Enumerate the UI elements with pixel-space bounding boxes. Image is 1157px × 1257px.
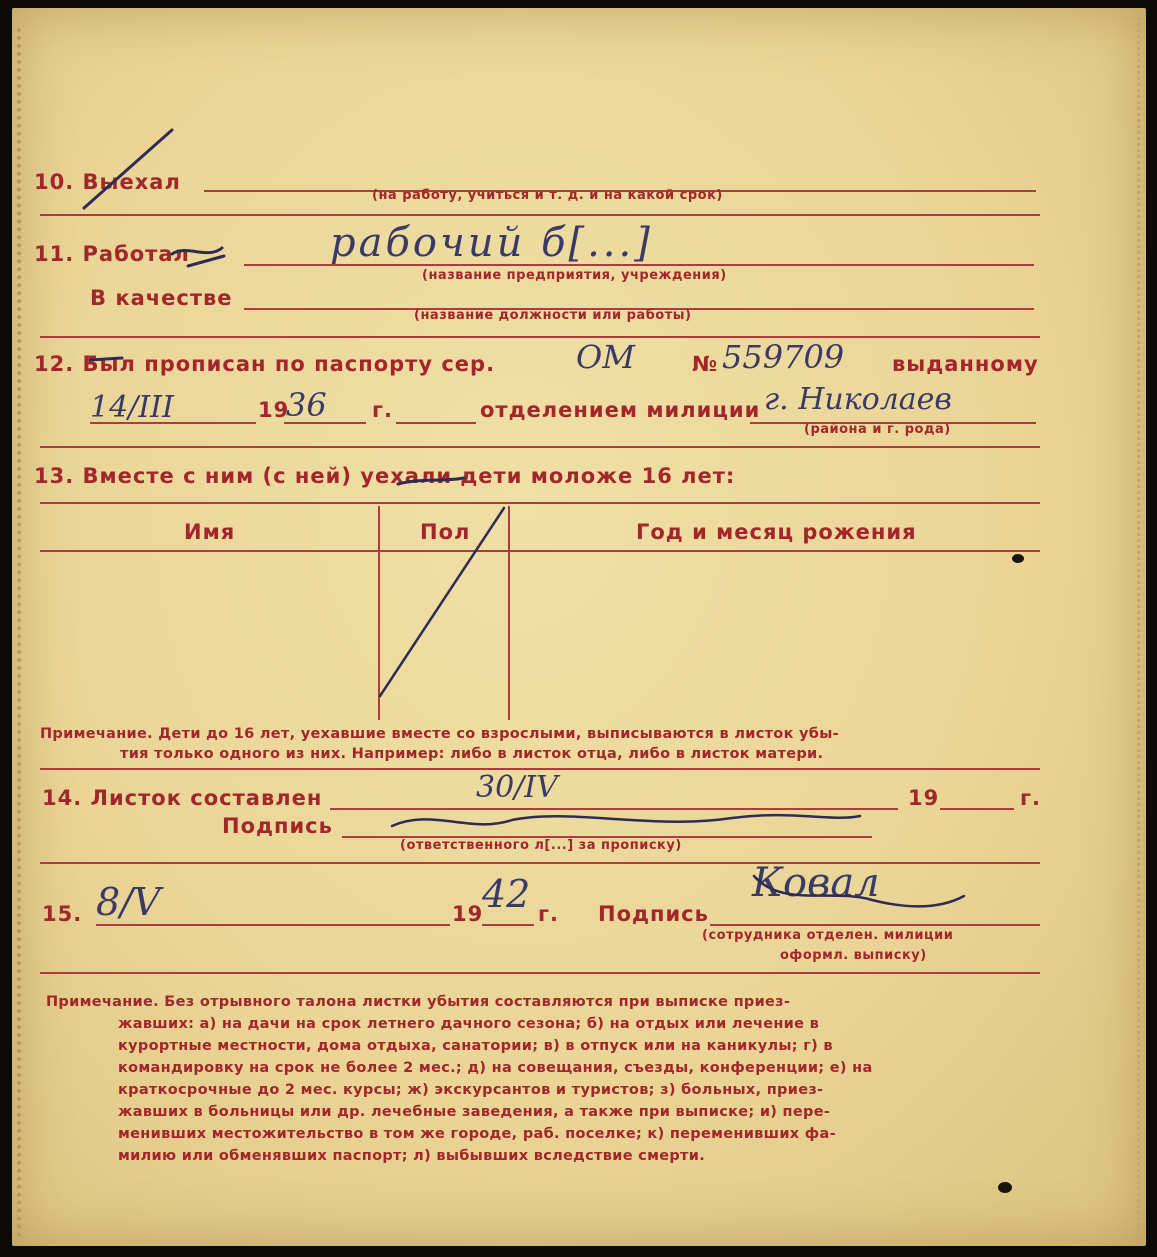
item15-caption-line1: (сотрудника отделен. милиции: [702, 928, 954, 943]
item11-position-label: В качестве: [90, 286, 233, 310]
item11-position-caption: (название должности или работы): [414, 308, 692, 323]
item11-crossout-stroke: [172, 248, 224, 266]
item11-label: 11. Работал: [34, 242, 190, 266]
children-col-name: Имя: [184, 520, 236, 544]
item14-label: 14. Листок составлен: [42, 786, 323, 810]
item15-date-value: 8/V: [96, 880, 161, 924]
item14-signature-scribble: [392, 815, 860, 826]
children-col-birth: Год и месяц рожения: [636, 520, 917, 544]
item14-year-suffix: г.: [1020, 786, 1041, 810]
item11-caption: (название предприятия, учреждения): [422, 268, 727, 283]
note2-line: милию или обменявших паспорт; л) выбывших вследствие смерти.: [118, 1148, 706, 1164]
item12-issued-label: выданному: [892, 352, 1039, 376]
item14-year-prefix: 19: [908, 786, 940, 810]
item14-date-value: 30/IV: [476, 770, 558, 805]
item15-signature-label: Подпись: [598, 902, 709, 926]
empty-table-slash: [380, 508, 504, 696]
note2-line: Примечание. Без отрывного талона листки убытия составляются при выписке приез-: [46, 994, 791, 1010]
note2-line: командировку на срок не более 2 мес.; д) на совещания, съезды, конференции; е) на: [118, 1060, 873, 1076]
item12-police-label: отделением милиции: [480, 398, 761, 422]
item12-series-value: ОМ: [576, 338, 635, 376]
item12-year-prefix: 19: [258, 398, 290, 422]
note2-line: жавших в больницы или др. лечебные заведения, а также при выписке; и) пере-: [118, 1104, 831, 1120]
children-col-sex: Пол: [420, 520, 471, 544]
item14-signature-label: Подпись: [222, 814, 333, 838]
pen-strokes: [12, 8, 1146, 1246]
staple-hole-spot: [1012, 554, 1024, 563]
item15-signature-value: Ковал: [752, 860, 880, 906]
item12-date-value: 14/III: [90, 390, 174, 425]
note1-line2: тия только одного из них. Например: либо в листок отца, либо в листок матери.: [120, 746, 824, 762]
note2-line: краткосрочные до 2 мес. курсы; ж) экскурсантов и туристов; з) больных, приез-: [118, 1082, 824, 1098]
item15-label: 15.: [42, 902, 83, 926]
item12-label: 12. Был прописан по паспорту сер.: [34, 352, 496, 376]
item15-signature-flourish: [754, 876, 964, 906]
item12-crossout-stroke: [90, 358, 122, 360]
item12-number-label: №: [692, 352, 719, 376]
departure-form-sheet: [12, 8, 1146, 1246]
staple-hole-spot: [998, 1182, 1012, 1193]
note2-line: жавших: а) на дачи на срок летнего дачного сезона; б) на отдых или лечение в: [118, 1016, 820, 1032]
item13-crossout-stroke: [398, 478, 464, 484]
item12-police-value: г. Николаев: [764, 382, 952, 417]
item10-label: 10. Выехал: [34, 170, 181, 194]
item11-employer-value: рабочий б[...]: [330, 220, 653, 266]
item13-label: 13. Вместе с ним (с ней) уехали дети моложе 16 лет:: [34, 464, 736, 488]
item15-caption-line2: оформл. выписку): [780, 948, 927, 963]
item12-police-caption: (района и г. рода): [804, 422, 951, 437]
item12-year-suffix: г.: [372, 398, 393, 422]
item12-number-value: 559709: [722, 338, 845, 376]
note2-line: менивших местожительство в том же городе, раб. поселке; к) переменивших фа-: [118, 1126, 836, 1142]
note2-line: курортные местности, дома отдыха, санатории; в) в отпуск или на каникулы; г) в: [118, 1038, 833, 1054]
item14-signature-caption: (ответственного л[...] за прописку): [400, 838, 682, 853]
item10-caption: (на работу, учиться и т. д. и на какой срок): [372, 188, 723, 203]
note1-line1: Примечание. Дети до 16 лет, уехавшие вместе со взрослыми, выписываются в листок убы-: [40, 726, 839, 742]
item15-year-suffix: г.: [538, 902, 559, 926]
item15-year-value: 42: [482, 872, 531, 916]
item12-year-value: 36: [286, 386, 327, 424]
item15-year-prefix: 19: [452, 902, 484, 926]
item10-crossout-stroke: [84, 130, 172, 208]
